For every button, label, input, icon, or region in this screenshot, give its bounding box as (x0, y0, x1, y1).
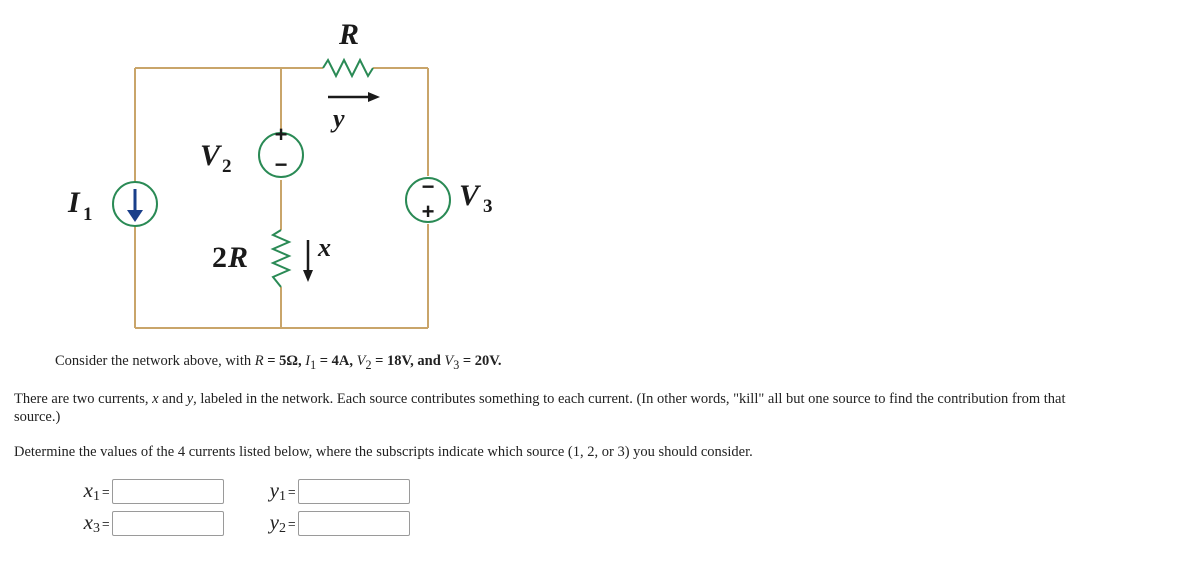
given-V2-value: = 18V, and (371, 353, 445, 369)
problem-given-values (55, 352, 502, 374)
desc-y: y (186, 391, 194, 407)
given-V3-sub: 3 (453, 357, 460, 372)
label-2R-number: 2 (212, 241, 227, 274)
problem-instruction: Determine the values of the 4 currents listed below, where the subscripts indicate which source (1, 2, or 3) you should consider. (14, 444, 753, 460)
label-I1: I (68, 186, 80, 219)
x-arrow-head (303, 270, 313, 282)
given-I-sub: 1 (310, 357, 317, 372)
label-2R-letter: R (228, 241, 249, 274)
label-I1-sub: 1 (83, 204, 93, 225)
y-arrow-head (368, 92, 380, 102)
label-V3-sub: 3 (483, 196, 493, 217)
V3-plus-sign: + (421, 199, 435, 224)
answer-y2-label: $y_2$ (269, 510, 286, 536)
label-R: R (339, 18, 360, 51)
answer-x1-equals: = (102, 484, 110, 499)
given-V3-symbol: V (444, 353, 454, 369)
given-V2-symbol: V (356, 353, 366, 369)
given-V3-value: = 20V. (459, 353, 502, 369)
desc-part-d: source.) (14, 409, 61, 425)
given-R-value: = 5Ω, (263, 353, 306, 369)
circuit-diagram (0, 0, 560, 340)
desc-part-b: and (158, 391, 187, 407)
answer-y1-equals: = (288, 484, 296, 499)
desc-x: x (152, 391, 159, 407)
given-prefix: Consider the network above, with (55, 353, 255, 369)
answer-x1-input[interactable] (112, 479, 224, 504)
label-y: y (333, 104, 345, 133)
V3-minus-sign: − (421, 174, 435, 199)
answer-y2 (236, 510, 410, 537)
resistor-2R (273, 230, 289, 287)
given-I-value: = 4A, (316, 353, 357, 369)
answer-y2-equals: = (288, 516, 296, 531)
desc-part-a: There are two currents, (14, 391, 153, 407)
answer-y1 (236, 478, 410, 505)
answer-y1-input[interactable] (298, 479, 410, 504)
answer-x3-input[interactable] (112, 511, 224, 536)
label-V3: V (459, 179, 480, 212)
label-V2-sub: 2 (222, 156, 232, 177)
answer-x1-label: $x_1$ (83, 478, 100, 504)
answer-x3-label: $x_3$ (83, 510, 100, 536)
answer-y1-label: $y_1$ (269, 478, 286, 504)
desc-part-c: , labeled in the network. Each source contributes something to each current. (In other words, "kill" all but one source to find the contribution from that (193, 391, 1066, 407)
given-R-symbol: R (254, 353, 264, 369)
V2-minus-sign: − (274, 152, 288, 177)
problem-description (14, 390, 1189, 426)
circuit-wires (135, 68, 428, 328)
given-I-symbol: I (305, 353, 311, 369)
label-V2: V (200, 139, 221, 172)
answer-y2-input[interactable] (298, 511, 410, 536)
label-x: x (318, 233, 331, 262)
answer-x1 (50, 478, 224, 505)
answer-x3-equals: = (102, 516, 110, 531)
answer-x3 (50, 510, 224, 537)
given-V2-sub: 2 (365, 357, 372, 372)
resistor-R (323, 60, 373, 76)
V2-plus-sign: + (274, 122, 288, 147)
